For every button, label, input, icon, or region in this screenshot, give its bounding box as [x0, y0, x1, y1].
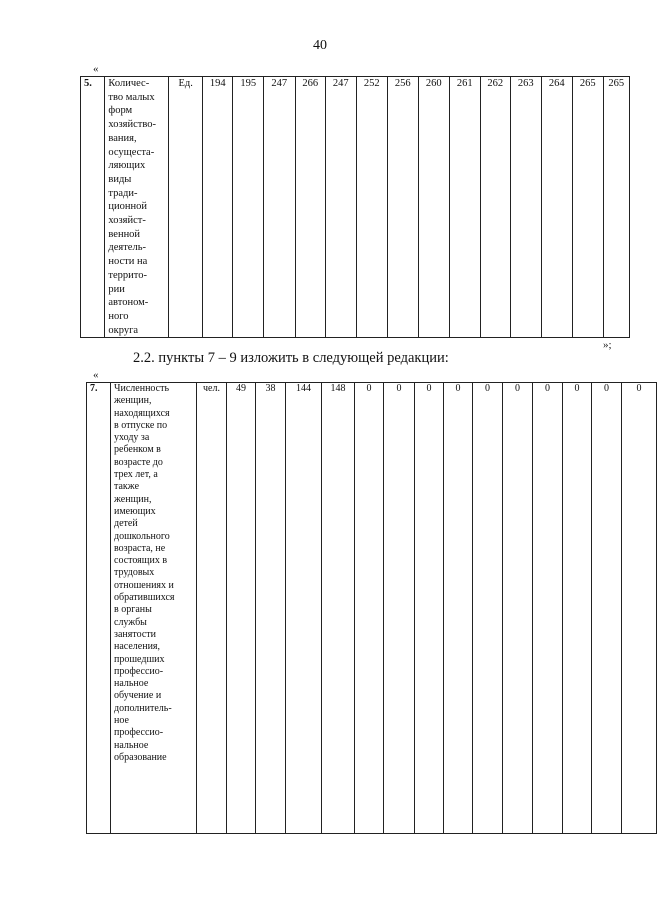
open-quote-b: « — [93, 369, 99, 381]
value-cell: 0 — [384, 383, 415, 834]
close-quote-a: »; — [603, 339, 612, 351]
value-cell: 195 — [233, 77, 264, 338]
value-cell: 263 — [511, 77, 542, 338]
value-cell: 148 — [322, 383, 355, 834]
unit-cell: чел. — [197, 383, 227, 834]
section-heading: 2.2. пункты 7 – 9 изложить в следующей редакции: — [133, 350, 449, 366]
indicator-name: Количес- тво малых форм хозяйство- вания, осущеста- ляющих виды тради- ционной хозяйст- венной деятель- ности на террито- рии автоном- ного округа — [105, 77, 169, 338]
row-number: 7. — [87, 383, 111, 834]
value-cell: 144 — [286, 383, 322, 834]
value-cell: 252 — [356, 77, 388, 338]
value-cell: 265 — [603, 77, 629, 338]
indicator-table-a — [80, 76, 630, 338]
value-cell: 0 — [563, 383, 592, 834]
value-cell: 262 — [480, 77, 511, 338]
value-cell: 0 — [622, 383, 657, 834]
value-cell: 0 — [355, 383, 384, 834]
value-cell: 260 — [418, 77, 450, 338]
value-cell: 247 — [263, 77, 295, 338]
open-quote-a: « — [93, 63, 99, 75]
value-cell: 194 — [202, 77, 233, 338]
unit-cell: Ед. — [169, 77, 203, 338]
value-cell: 247 — [326, 77, 357, 338]
value-cell: 261 — [450, 77, 481, 338]
row-number: 5. — [81, 77, 105, 338]
value-cell: 0 — [503, 383, 533, 834]
value-cell: 266 — [295, 77, 326, 338]
table-row — [81, 77, 630, 338]
value-cell: 256 — [388, 77, 419, 338]
value-cell: 0 — [473, 383, 503, 834]
value-cell: 0 — [533, 383, 563, 834]
indicator-name: Численность женщин, находящихся в отпуске по уходу за ребенком в возрасте до трех лет, а также женщин, имеющих детей дошкольного возраста, не состоящих в трудовых отношениях и обратившихся в органы службы занятости населения, прошедших профессио- нальное обучение и дополнитель- ное профессио- нальное образование — [111, 383, 197, 834]
table-row — [87, 383, 657, 834]
indicator-table-b — [86, 382, 657, 834]
value-cell: 264 — [541, 77, 573, 338]
value-cell: 38 — [256, 383, 286, 834]
value-cell: 265 — [573, 77, 604, 338]
value-cell: 49 — [227, 383, 256, 834]
page-number: 40 — [313, 38, 327, 53]
value-cell: 0 — [415, 383, 444, 834]
value-cell: 0 — [444, 383, 473, 834]
value-cell: 0 — [592, 383, 622, 834]
